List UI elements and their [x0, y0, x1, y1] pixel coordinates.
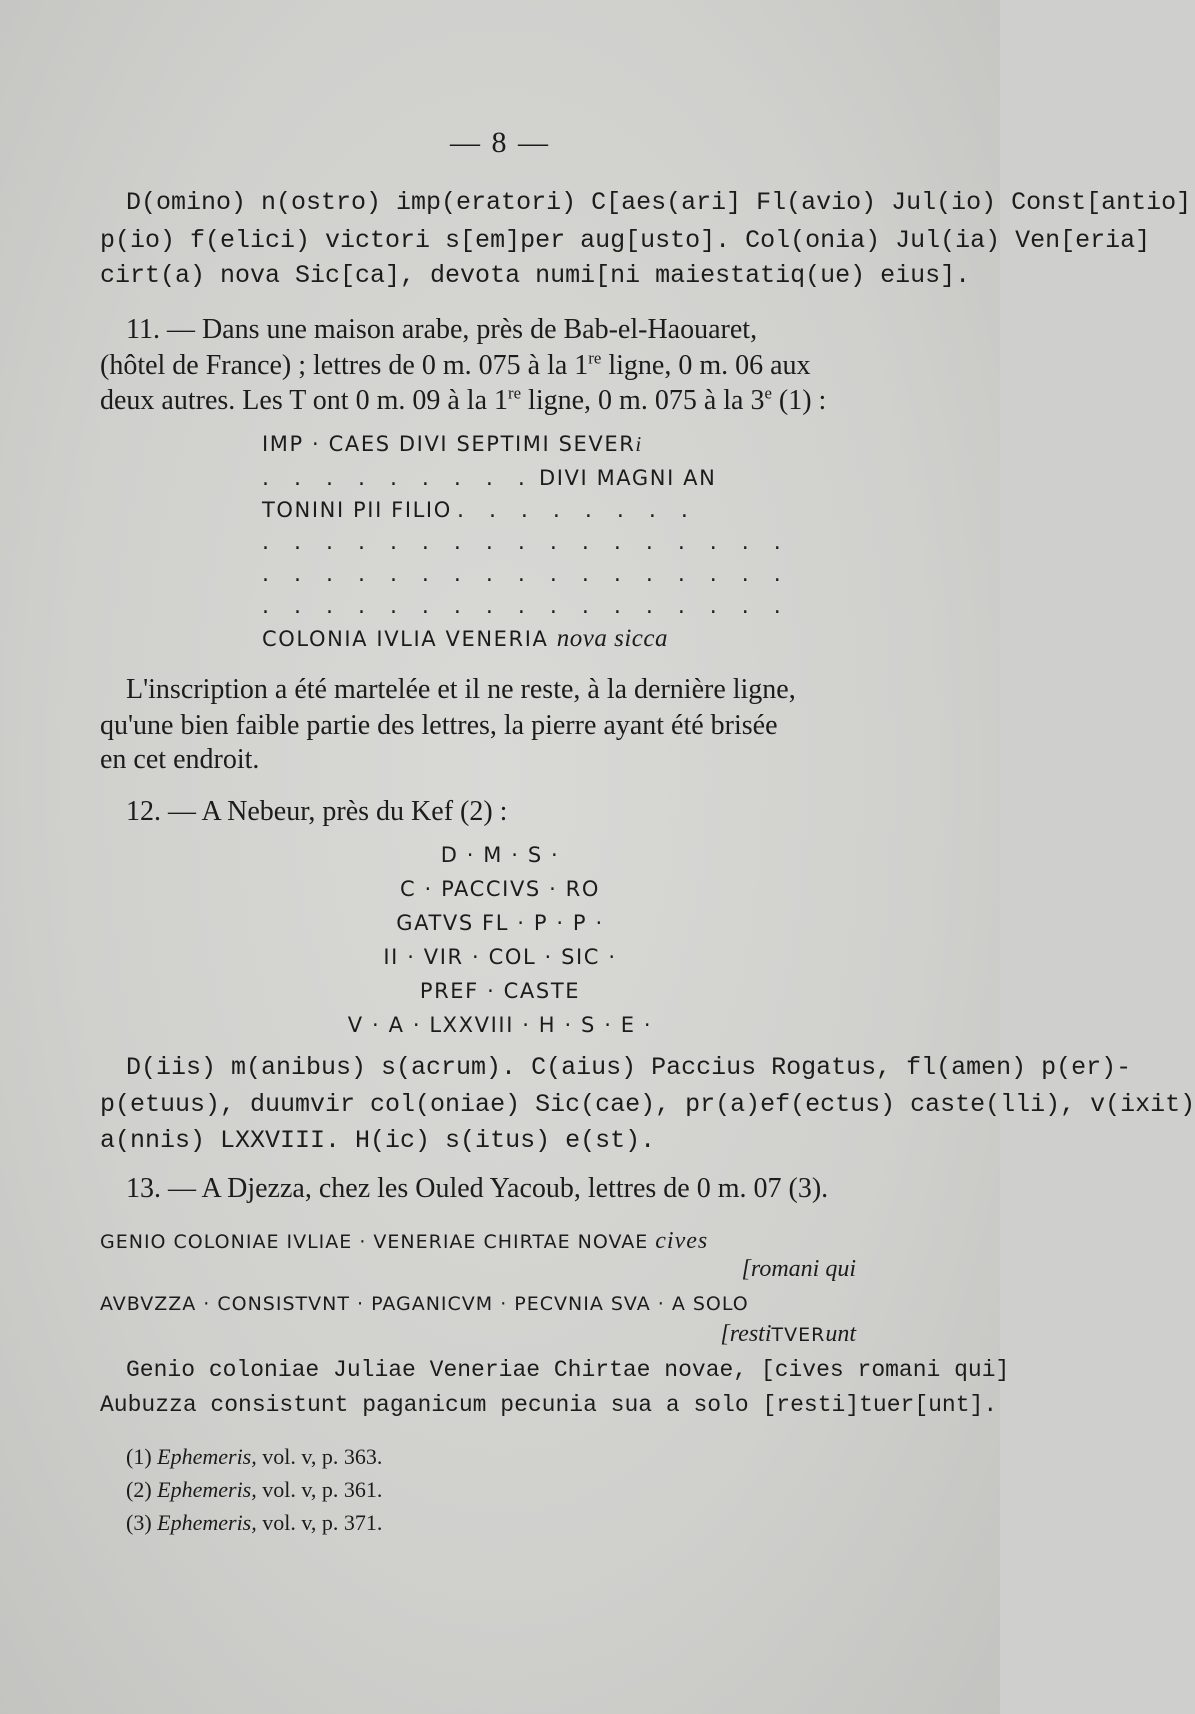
inscription-italic: nova sicca [556, 625, 668, 652]
inscription-caps: DIVI MAGNI AN [538, 466, 717, 490]
commentary-line: en cet endroit. [100, 744, 260, 775]
entry-11-line-1: 11. — Dans une maison arabe, près de Bab-el-Haouaret, [126, 314, 758, 345]
lacuna-dots: . . . . . . . . . [262, 466, 534, 491]
inscription-italic: unt [825, 1321, 856, 1347]
inscription-caps: TVER [771, 1324, 826, 1346]
footnote-number: (2) [126, 1477, 152, 1502]
inscription-line: [romani qui [741, 1256, 856, 1282]
transcription-line: D(iis) m(anibus) s(acrum). C(aius) Paccius Rogatus, fl(amen) p(er)- [126, 1053, 1132, 1082]
inscription-line [262, 625, 668, 653]
transcription-line: a(nnis) LXXVIII. H(ic) s(itus) e(st). [100, 1126, 656, 1155]
inscription-caps: IMP · CAES DIVI SEPTIMI SEVER [262, 432, 636, 456]
text-span: (1) : [771, 385, 827, 416]
inscription-caps: TONINI PII FILIO [262, 498, 452, 522]
footnote-number: (3) [126, 1510, 152, 1535]
transcription-line: cirt(a) nova Sic[ca], devota numi[ni maiestatiq(ue) eius]. [100, 261, 971, 290]
footnote [126, 1510, 382, 1536]
superscript: re [588, 348, 602, 368]
entry-11-heading [126, 314, 757, 346]
inscription-italic: [resti [720, 1321, 772, 1347]
entry-12-heading: 12. — A Nebeur, près du Kef (2) : [126, 796, 508, 827]
transcription-line: Aubuzza consistunt paganicum pecunia sua a solo [resti]tuer[unt]. [100, 1392, 998, 1418]
inscription-line: PREF · CASTE [419, 979, 581, 1003]
inscription-line [262, 466, 716, 491]
lacuna-dots: . . . . . . . . . . . . . . . . . [262, 530, 790, 555]
inscription-italic: cives [655, 1228, 709, 1254]
inscription-line: C · PACCIVS · RO [400, 877, 600, 901]
inscription-line: D · M · S · [440, 843, 560, 867]
footnote [126, 1477, 382, 1503]
entry-11-line-3 [100, 385, 826, 417]
inscription-line: AVBVZZA · CONSISTVNT · PAGANICVM · PECVNIA SVA · A SOLO [100, 1293, 749, 1315]
lacuna-dots: . . . . . . . . [456, 498, 697, 523]
page-number: — 8 — [450, 126, 550, 159]
footnote-title: Ephemeris, [157, 1444, 257, 1469]
commentary-line: qu'une bien faible partie des lettres, la pierre ayant été brisée [100, 710, 778, 741]
inscription-line: V · A · LXXVIII · H · S · E · [347, 1013, 653, 1037]
inscription-italic: i [635, 432, 643, 456]
text-span: ligne, 0 m. 06 aux [601, 350, 811, 381]
entry-13-heading: 13. — A Djezza, chez les Ouled Yacoub, lettres de 0 m. 07 (3). [126, 1173, 829, 1204]
transcription-line: Genio coloniae Juliae Veneriae Chirtae novae, [cives romani qui] [126, 1357, 1010, 1383]
inscription-line [262, 432, 643, 457]
text-span: ligne, 0 m. 075 à la 3 [521, 385, 765, 416]
lacuna-dots: . . . . . . . . . . . . . . . . . [262, 594, 790, 619]
footnote-ref: vol. v, p. 363. [256, 1444, 383, 1469]
inscription-line [262, 498, 697, 523]
footnote [126, 1444, 382, 1470]
inscription-caps: COLONIA IVLIA VENERIA [262, 627, 557, 651]
footnote-title: Ephemeris, [157, 1477, 257, 1502]
inscription-line: GATVS FL · P · P · [396, 911, 604, 935]
footnote-title: Ephemeris, [157, 1510, 257, 1535]
lacuna-dots: . . . . . . . . . . . . . . . . . [262, 562, 790, 587]
superscript: re [508, 383, 522, 403]
entry-11-line-2 [100, 350, 811, 382]
transcription-line: D(omino) n(ostro) imp(eratori) C[aes(ari] Fl(avio) Jul(io) Const[antio] [126, 188, 1192, 217]
footnote-ref: vol. v, p. 361. [256, 1477, 383, 1502]
superscript: e [764, 383, 772, 403]
inscription-line: II · VIR · COL · SIC · [383, 945, 617, 969]
text-span: deux autres. Les T ont 0 m. 09 à la 1 [100, 385, 508, 416]
footnote-number: (1) [126, 1444, 152, 1469]
inscription-line [720, 1321, 856, 1348]
transcription-line: p(etuus), duumvir col(oniae) Sic(cae), pr(a)ef(ectus) caste(lli), v(ixit) [100, 1090, 1195, 1119]
commentary-line: L'inscription a été martelée et il ne reste, à la dernière ligne, [126, 674, 796, 705]
inscription-line [100, 1228, 708, 1255]
text-span: (hôtel de France) ; lettres de 0 m. 075 à la 1 [100, 350, 589, 381]
footnote-ref: vol. v, p. 371. [256, 1510, 383, 1535]
inscription-caps: GENIO COLONIAE IVLIAE · VENERIAE CHIRTAE NOVAE [100, 1231, 656, 1253]
transcription-line: p(io) f(elici) victori s[em]per aug[usto]. Col(onia) Jul(ia) Ven[eria] [100, 226, 1151, 255]
